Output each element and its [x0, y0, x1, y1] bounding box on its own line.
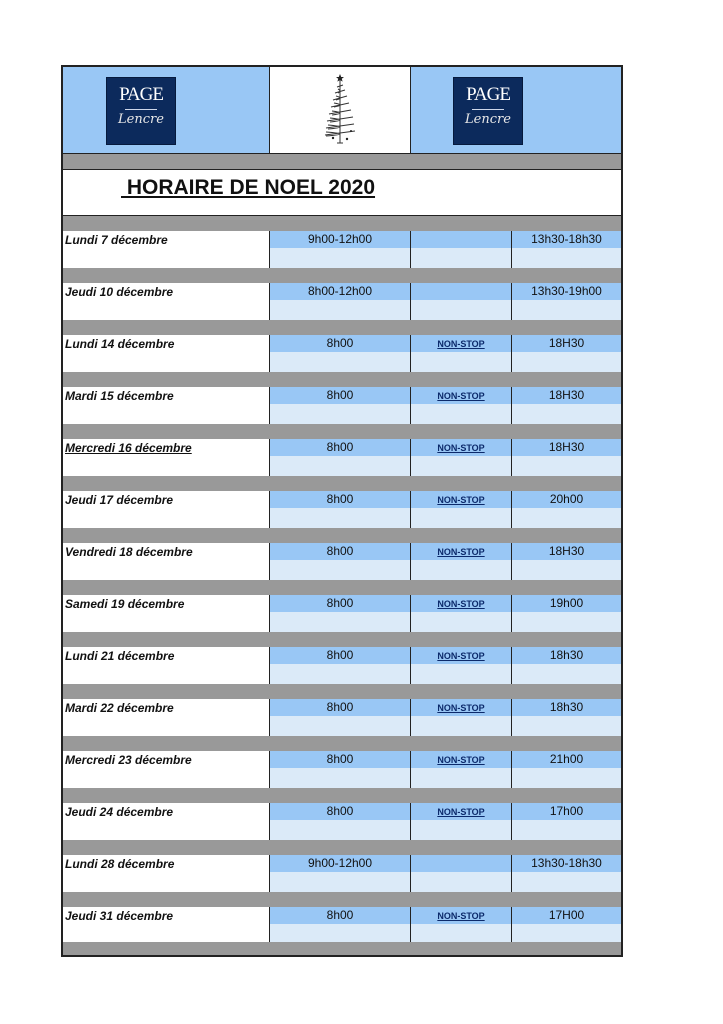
closing-time: 19h00	[549, 596, 584, 610]
mode-cell	[411, 803, 512, 840]
row-separator	[63, 736, 621, 751]
day-label: Mardi 22 décembre	[65, 701, 174, 715]
closing-cell	[512, 595, 621, 632]
non-stop-label: NON-STOP	[437, 339, 485, 349]
christmas-tree-icon	[320, 73, 360, 149]
row-separator	[63, 528, 621, 543]
closing-cell	[512, 387, 621, 424]
opening-cell	[270, 699, 411, 736]
closing-cell	[512, 647, 621, 684]
day-cell	[63, 699, 270, 736]
day-label: Vendredi 18 décembre	[65, 545, 193, 559]
opening-cell	[270, 647, 411, 684]
row-separator	[63, 320, 621, 335]
non-stop-label: NON-STOP	[437, 443, 485, 453]
schedule-row	[63, 736, 621, 788]
row-separator	[63, 580, 621, 595]
day-cell	[63, 647, 270, 684]
day-label: Jeudi 17 décembre	[65, 493, 174, 507]
day-label: Jeudi 24 décembre	[65, 805, 174, 819]
closing-time: 13h30-18h30	[531, 856, 602, 870]
mode-cell	[411, 387, 512, 424]
mode-cell	[411, 231, 512, 268]
logo-right-text: PAGE	[466, 84, 510, 105]
closing-cell	[512, 543, 621, 580]
opening-time: 9h00-12h00	[307, 856, 373, 870]
schedule-row	[63, 684, 621, 736]
page-lencre-logo-right	[453, 77, 523, 145]
day-cell	[63, 751, 270, 788]
header-right-cell	[411, 67, 621, 153]
row-separator	[63, 424, 621, 439]
day-label: Lundi 21 décembre	[65, 649, 175, 663]
header-left-cell	[63, 67, 270, 153]
row-separator	[63, 892, 621, 907]
day-label: Samedi 19 décembre	[65, 597, 185, 611]
row-separator	[63, 788, 621, 803]
opening-cell	[270, 335, 411, 372]
opening-time: 8h00	[326, 336, 354, 350]
day-cell	[63, 855, 270, 892]
closing-cell	[512, 803, 621, 840]
non-stop-label: NON-STOP	[437, 651, 485, 661]
mode-cell	[411, 647, 512, 684]
day-cell	[63, 803, 270, 840]
non-stop-label: NON-STOP	[437, 495, 485, 505]
closing-time: 20h00	[549, 492, 584, 506]
closing-time: 17H00	[548, 908, 585, 922]
closing-time: 21h00	[549, 752, 584, 766]
page-title: HORAIRE DE NOEL 2020	[121, 176, 376, 199]
non-stop-label: NON-STOP	[437, 807, 485, 817]
day-cell	[63, 335, 270, 372]
day-cell	[63, 387, 270, 424]
header-gray-band	[63, 153, 621, 169]
schedule-row	[63, 372, 621, 424]
closing-cell	[512, 491, 621, 528]
closing-cell	[512, 699, 621, 736]
schedule-row	[63, 216, 621, 268]
mode-cell	[411, 283, 512, 320]
row-separator	[63, 476, 621, 491]
title-row	[63, 169, 621, 216]
closing-time: 13h30-19h00	[531, 284, 602, 298]
closing-cell	[512, 751, 621, 788]
schedule-row	[63, 892, 621, 944]
logo-left-script: Lencre	[118, 112, 164, 127]
day-cell	[63, 595, 270, 632]
day-label: Mercredi 23 décembre	[65, 753, 192, 767]
schedule-row	[63, 528, 621, 580]
row-separator	[63, 268, 621, 283]
opening-cell	[270, 595, 411, 632]
row-separator	[63, 632, 621, 647]
opening-time: 8h00	[326, 908, 354, 922]
opening-cell	[270, 387, 411, 424]
closing-cell	[512, 231, 621, 268]
non-stop-label: NON-STOP	[437, 547, 485, 557]
day-cell	[63, 543, 270, 580]
row-separator	[63, 840, 621, 855]
footer-gray-band	[63, 942, 621, 955]
closing-time: 18h30	[549, 648, 584, 662]
day-label: Mardi 15 décembre	[65, 389, 174, 403]
row-separator	[63, 684, 621, 699]
day-label: Lundi 14 décembre	[65, 337, 175, 351]
mode-cell	[411, 751, 512, 788]
opening-cell	[270, 751, 411, 788]
row-separator	[63, 216, 621, 231]
closing-time: 17h00	[549, 804, 584, 818]
day-cell	[63, 283, 270, 320]
closing-time: 18H30	[548, 336, 585, 350]
row-separator	[63, 372, 621, 387]
schedule-row	[63, 320, 621, 372]
opening-cell	[270, 907, 411, 944]
schedule-row	[63, 840, 621, 892]
closing-time: 18H30	[548, 544, 585, 558]
closing-cell	[512, 439, 621, 476]
day-label: Lundi 28 décembre	[65, 857, 175, 871]
header-center-cell	[270, 67, 411, 153]
opening-time: 9h00-12h00	[307, 232, 373, 246]
non-stop-label: NON-STOP	[437, 599, 485, 609]
opening-cell	[270, 803, 411, 840]
schedule-row	[63, 788, 621, 840]
opening-time: 8h00-12h00	[307, 284, 373, 298]
opening-time: 8h00	[326, 544, 354, 558]
opening-cell	[270, 283, 411, 320]
logo-left-text: PAGE	[119, 84, 163, 105]
schedule-row	[63, 424, 621, 476]
schedule-row	[63, 580, 621, 632]
non-stop-label: NON-STOP	[437, 911, 485, 921]
day-label: Lundi 7 décembre	[65, 233, 168, 247]
day-cell	[63, 907, 270, 944]
opening-cell	[270, 491, 411, 528]
opening-time: 8h00	[326, 388, 354, 402]
header-row	[63, 67, 621, 153]
page-lencre-logo-left	[106, 77, 176, 145]
non-stop-label: NON-STOP	[437, 391, 485, 401]
day-cell	[63, 491, 270, 528]
mode-cell	[411, 907, 512, 944]
day-label: Mercredi 16 décembre	[65, 441, 192, 455]
opening-cell	[270, 543, 411, 580]
opening-cell	[270, 855, 411, 892]
day-cell	[63, 439, 270, 476]
day-cell	[63, 231, 270, 268]
mode-cell	[411, 855, 512, 892]
mode-cell	[411, 491, 512, 528]
schedule-row	[63, 632, 621, 684]
schedule-row	[63, 476, 621, 528]
opening-time: 8h00	[326, 440, 354, 454]
mode-cell	[411, 595, 512, 632]
closing-cell	[512, 283, 621, 320]
opening-time: 8h00	[326, 648, 354, 662]
opening-time: 8h00	[326, 700, 354, 714]
mode-cell	[411, 439, 512, 476]
opening-cell	[270, 439, 411, 476]
day-label: Jeudi 31 décembre	[65, 909, 174, 923]
closing-cell	[512, 335, 621, 372]
non-stop-label: NON-STOP	[437, 755, 485, 765]
schedule-sheet	[61, 65, 623, 957]
mode-cell	[411, 543, 512, 580]
day-label: Jeudi 10 décembre	[65, 285, 174, 299]
closing-time: 18H30	[548, 440, 585, 454]
schedule-row	[63, 268, 621, 320]
closing-cell	[512, 855, 621, 892]
mode-cell	[411, 335, 512, 372]
mode-cell	[411, 699, 512, 736]
closing-time: 18H30	[548, 388, 585, 402]
closing-cell	[512, 907, 621, 944]
opening-time: 8h00	[326, 804, 354, 818]
non-stop-label: NON-STOP	[437, 703, 485, 713]
opening-time: 8h00	[326, 596, 354, 610]
opening-cell	[270, 231, 411, 268]
logo-right-script: Lencre	[465, 112, 511, 127]
closing-time: 13h30-18h30	[531, 232, 602, 246]
closing-time: 18h30	[549, 700, 584, 714]
opening-time: 8h00	[326, 752, 354, 766]
opening-time: 8h00	[326, 492, 354, 506]
